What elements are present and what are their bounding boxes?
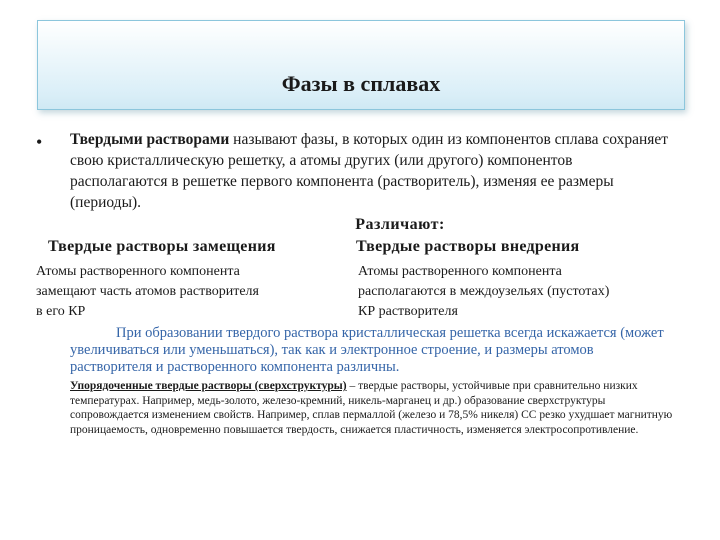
title-box [37, 20, 685, 110]
distortion-note-text: При образовании твердого раствора кристаллическая решетка всегда искажается (может увеличиваться или уменьшаться), так как и электронное строение, и размеры атомов растворителя и растворенного компонента различны. [70, 325, 664, 375]
interstitial-line: располагаются в междоузельях (пустотах) [358, 284, 610, 299]
definition-term: Твердыми растворами [70, 131, 230, 148]
interstitial-line: КР растворителя [358, 304, 458, 319]
substitution-line: замещают часть атомов растворителя [36, 284, 259, 299]
bullet-marker: • [36, 132, 43, 152]
ordered-term: Упорядоченные твердые растворы (сверхструктуры) [70, 380, 347, 392]
definition-text: называют фазы, в которых один из компонентов сплава сохраняет свою кристаллическую решетку, а атомы других (или другого) компонентов располагаются в решетке первого компонента (растворитель), изменяя ее размеры (периоды). [70, 131, 669, 211]
definition-paragraph [70, 129, 670, 213]
ordered-solutions-paragraph [70, 379, 675, 438]
substitution-line: Атомы растворенного компонента [36, 264, 240, 279]
distortion-note [70, 325, 675, 376]
substitution-line: в его КР [36, 304, 86, 319]
slide-title: Фазы в сплавах [281, 71, 441, 96]
interstitial-line: Атомы растворенного компонента [358, 264, 562, 279]
substitution-description [36, 262, 336, 322]
substitution-heading: Твердые растворы замещения [48, 238, 276, 255]
distinguish-heading: Различают: [355, 216, 445, 233]
interstitial-heading: Твердые растворы внедрения [356, 238, 580, 255]
ordered-text: – твердые растворы, устойчивые при сравнительно низких температурах. Например, медь-золото, железо-кремний, никель-марганец и др.) образование сверхструктуры сопровождается изменением свойств. Например, сплав пермаллой (железо и 78,5% никеля) СС резко ухудшает магнитную проницаемость, одновременно повышается твердость, снижается пластичность, изменяется электросопротивление. [70, 380, 673, 437]
interstitial-description [358, 262, 678, 322]
